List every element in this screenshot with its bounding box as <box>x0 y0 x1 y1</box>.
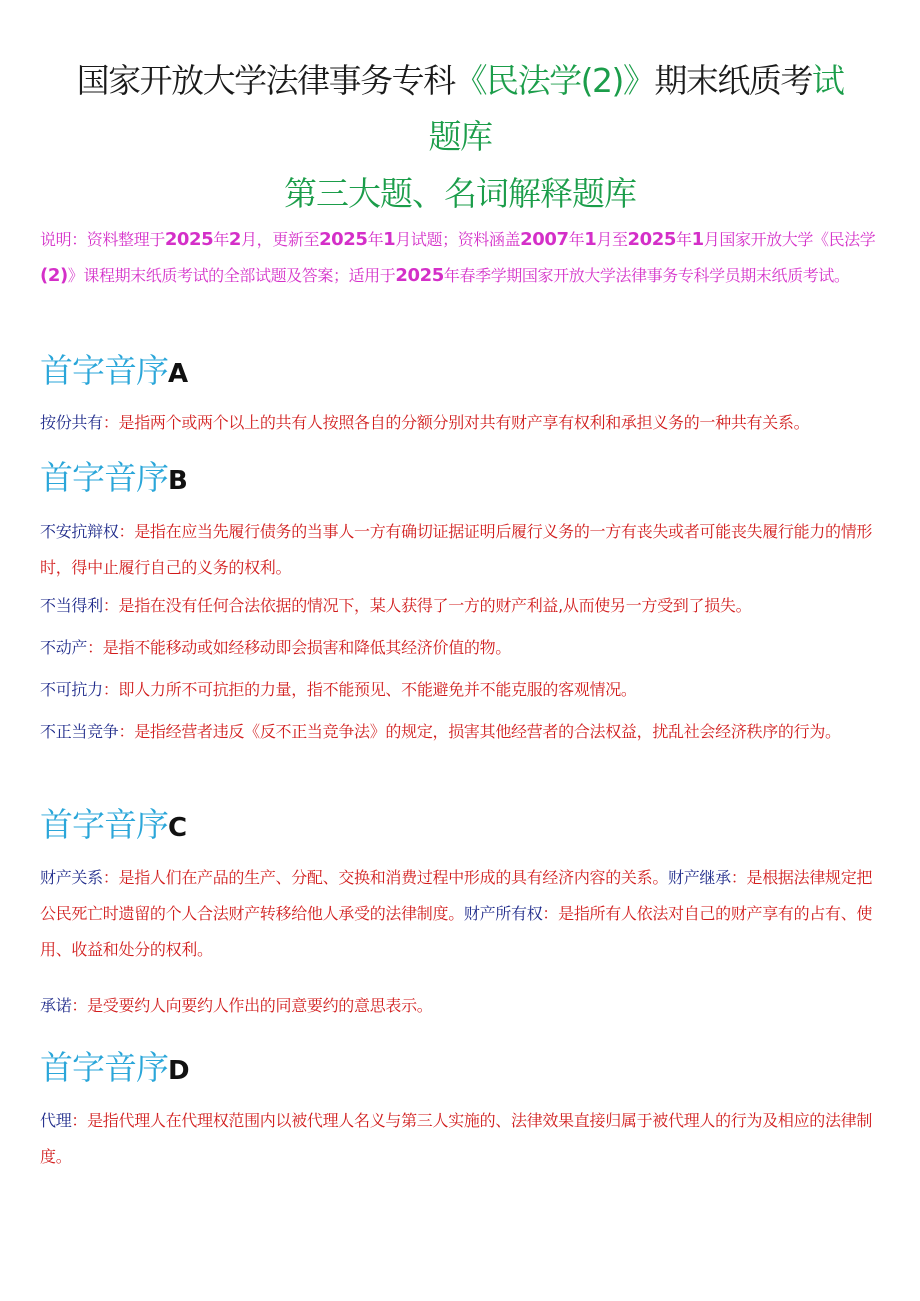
heading-d: 首字音序D <box>40 1048 189 1087</box>
heading-b: 首字音序B <box>40 458 187 497</box>
entry-d-1: 代理：是指代理人在代理权范围内以被代理人名义与第三人实施的、法律效果直接归属于被代理人的行为及相应的法律制度。 <box>40 1111 873 1166</box>
heading-c: 首字音序C <box>40 805 187 844</box>
entry-c-2: 承诺：是受要约人向要约人作出的同意要约的意思表示。 <box>40 996 433 1015</box>
heading-a: 首字音序A <box>40 351 188 390</box>
entry-b-2: 不当得利：是指在没有任何合法依据的情况下，某人获得了一方的财产利益,从而使另一方受到了损失。 <box>40 596 752 615</box>
entry-b-4: 不可抗力：即人力所不可抗拒的力量，指不能预见、不能避免并不能克服的客观情况。 <box>40 680 637 699</box>
entry-b-5: 不正当竞争：是指经营者违反《反不正当竞争法》的规定，损害其他经营者的合法权益，扰乱社会经济秩序的行为。 <box>40 722 841 741</box>
entry-b-1: 不安抗辩权：是指在应当先履行债务的当事人一方有确切证据证明后履行义务的一方有丧失或者可能丧失履行能力的情形时，得中止履行自己的义务的权利。 <box>40 522 873 577</box>
document-title-line2: 题库 <box>428 117 492 156</box>
entry-a-1: 按份共有：是指两个或两个以上的共有人按照各自的分额分别对共有财产享有权利和承担义务的一种共有关系。 <box>40 413 810 432</box>
entry-b-3: 不动产：是指不能移动或如经移动即会损害和降低其经济价值的物。 <box>40 638 512 657</box>
document-title-line1: 国家开放大学法律事务专科《民法学(2)》期末纸质考试 <box>76 61 844 100</box>
entry-c-1: 财产关系：是指人们在产品的生产、分配、交换和消费过程中形成的具有经济内容的关系。财产继承：是根据法律规定把公民死亡时遗留的个人合法财产转移给他人承受的法律制度。财产所有权：是指所有人依法对自己的财产享有的占有、使用、收益和处分的权利。 <box>40 868 873 959</box>
description-note: 说明：资料整理于2025年2月，更新至2025年1月试题；资料涵盖2007年1月至2025年1月国家开放大学《民法学(2)》课程期末纸质考试的全部试题及答案；适用于2025年春季学期国家开放大学法律事务专科学员期末纸质考试。 <box>40 229 876 286</box>
section-title: 第三大题、名词解释题库 <box>284 174 636 213</box>
